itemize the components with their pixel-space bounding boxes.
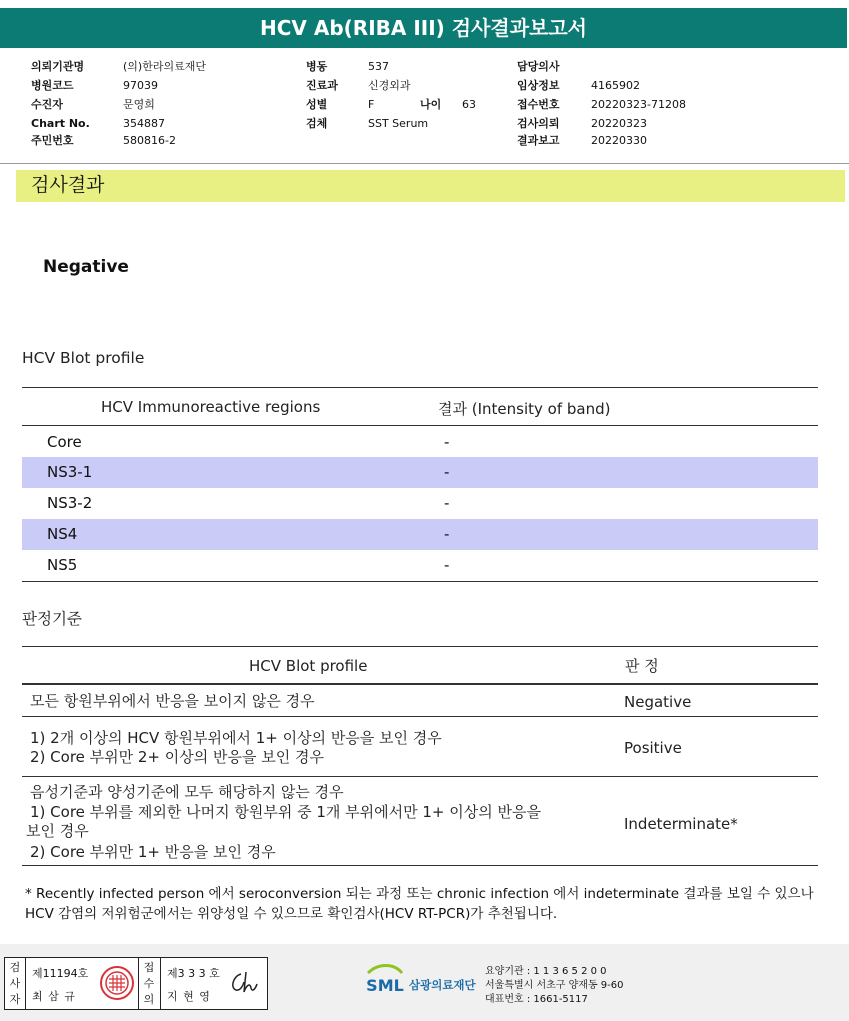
- org-contact: [485, 965, 624, 1007]
- age-value: 63: [462, 98, 476, 111]
- info-value: 신경외과: [368, 79, 411, 92]
- header-divider: [0, 163, 849, 164]
- criteria-judgement: Positive: [624, 739, 682, 757]
- tester-name: 최 삼 규: [32, 990, 76, 1003]
- signature-box: [4, 957, 268, 1010]
- criteria-text: 2) Core 부위만 2+ 이상의 반응을 보인 경우: [30, 748, 324, 766]
- region-name: Core: [47, 433, 82, 451]
- info-label: 병원코드: [31, 79, 74, 92]
- info-value: 20220330: [591, 134, 647, 147]
- tester-license: 제11194호: [32, 967, 89, 980]
- reviewer-name: 지 현 영: [167, 990, 211, 1003]
- blot-col-result: 결과 (Intensity of band): [438, 400, 611, 418]
- region-name: NS3-1: [47, 463, 93, 481]
- band-intensity: -: [444, 494, 450, 512]
- blot-heading: HCV Blot profile: [22, 349, 145, 367]
- org-address: 서울특별시 서초구 양재동 9-60: [485, 980, 624, 991]
- info-label: 접수번호: [517, 98, 560, 111]
- table-row: [22, 550, 818, 581]
- criteria-col-judgement: 판 정: [625, 657, 659, 675]
- info-label: 진료과: [306, 79, 338, 92]
- blot-col-regions: HCV Immunoreactive regions: [101, 398, 321, 416]
- table-row: [22, 519, 818, 550]
- info-label: 결과보고: [517, 134, 560, 147]
- table-row: [22, 427, 818, 458]
- criteria-text: 1) 2개 이상의 HCV 항원부위에서 1+ 이상의 반응을 보인 경우: [30, 729, 442, 747]
- criteria-text: 1) Core 부위를 제외한 나머지 항원부위 중 1개 부위에서만 1+ 이상의 반응을: [30, 803, 541, 821]
- tester-label: 검사자: [9, 961, 21, 1006]
- criteria-text: 음성기준과 양성기준에 모두 해당하지 않는 경우: [30, 783, 344, 801]
- criteria-col-profile: HCV Blot profile: [249, 657, 368, 675]
- criteria-heading: 판정기준: [22, 610, 82, 628]
- table-rule: [22, 387, 818, 388]
- info-col-1: [31, 57, 206, 150]
- criteria-judgement: Indeterminate*: [624, 815, 738, 833]
- info-value: 537: [368, 60, 389, 73]
- table-rule: [22, 646, 818, 647]
- info-label: 담당의사: [517, 60, 560, 73]
- info-label: 성별: [306, 98, 328, 111]
- info-label: 임상정보: [517, 79, 560, 92]
- divider: [160, 958, 161, 1009]
- sml-logo-icon: [364, 963, 406, 999]
- info-col-2: [306, 57, 476, 133]
- org-phone: 대표번호 : 1661-5117: [485, 994, 588, 1005]
- info-value: 354887: [123, 117, 165, 130]
- band-intensity: -: [444, 463, 450, 481]
- criteria-judgement: Negative: [624, 693, 692, 711]
- info-col-3: [517, 57, 686, 150]
- band-intensity: -: [444, 556, 450, 574]
- report-title: HCV Ab(RIBA III) 검사결과보고서: [0, 8, 847, 48]
- info-label: 의뢰기관명: [31, 60, 85, 73]
- info-label: 주민번호: [31, 134, 74, 147]
- region-name: NS3-2: [47, 494, 93, 512]
- info-value: F: [368, 98, 375, 111]
- info-label: 검사의뢰: [517, 117, 560, 130]
- divider: [138, 958, 139, 1009]
- table-rule: [22, 581, 818, 582]
- reviewer-license: 제3 3 3 호: [167, 967, 220, 980]
- reviewer-label: 접수의: [143, 961, 155, 1006]
- criteria-text: 모든 항원부위에서 반응을 보이지 않은 경우: [30, 692, 315, 710]
- table-row: [22, 457, 818, 488]
- info-label: 병동: [306, 60, 328, 73]
- info-value: 4165902: [591, 79, 640, 92]
- section-title: 검사결과: [16, 170, 845, 202]
- overall-result: Negative: [43, 257, 129, 277]
- org-code: 요양기관 : 1 1 3 6 5 2 0 0: [485, 966, 607, 977]
- info-value: 20220323: [591, 117, 647, 130]
- info-value: (의)한라의료재단: [123, 60, 206, 73]
- footnote: * Recently infected person 에서 seroconversion 되는 과정 또는 chronic infection 에서 indeterminate 결과를 보일 수 있으나 HCV 감염의 저위험군에서는 위양성일 수 있으므로 확인검사(HCV RT-PCR)가 추천됩니다.: [25, 886, 814, 922]
- criteria-text: 보인 경우: [26, 822, 89, 840]
- divider: [25, 958, 26, 1009]
- org-name: 삼광의료재단: [409, 978, 476, 992]
- table-rule: [22, 776, 818, 777]
- info-label: Chart No.: [31, 117, 90, 130]
- info-value: 20220323-71208: [591, 98, 686, 111]
- table-rule: [22, 425, 818, 426]
- signature-icon: [227, 968, 263, 998]
- table-rule: [22, 716, 818, 717]
- info-label: 수진자: [31, 98, 63, 111]
- criteria-text: 2) Core 부위만 1+ 반응을 보인 경우: [30, 843, 276, 861]
- info-label: 검체: [306, 117, 328, 130]
- region-name: NS5: [47, 556, 78, 574]
- table-row: [22, 488, 818, 519]
- logo-text: SML: [366, 976, 404, 995]
- info-value: 580816-2: [123, 134, 176, 147]
- info-value: SST Serum: [368, 117, 429, 130]
- info-value: 문영희: [123, 98, 155, 111]
- age-label: 나이: [420, 98, 442, 111]
- region-name: NS4: [47, 525, 78, 543]
- table-rule: [22, 865, 818, 866]
- table-rule: [22, 683, 818, 685]
- band-intensity: -: [444, 525, 450, 543]
- tester-seal: [99, 965, 135, 1001]
- band-intensity: -: [444, 433, 450, 451]
- info-value: 97039: [123, 79, 158, 92]
